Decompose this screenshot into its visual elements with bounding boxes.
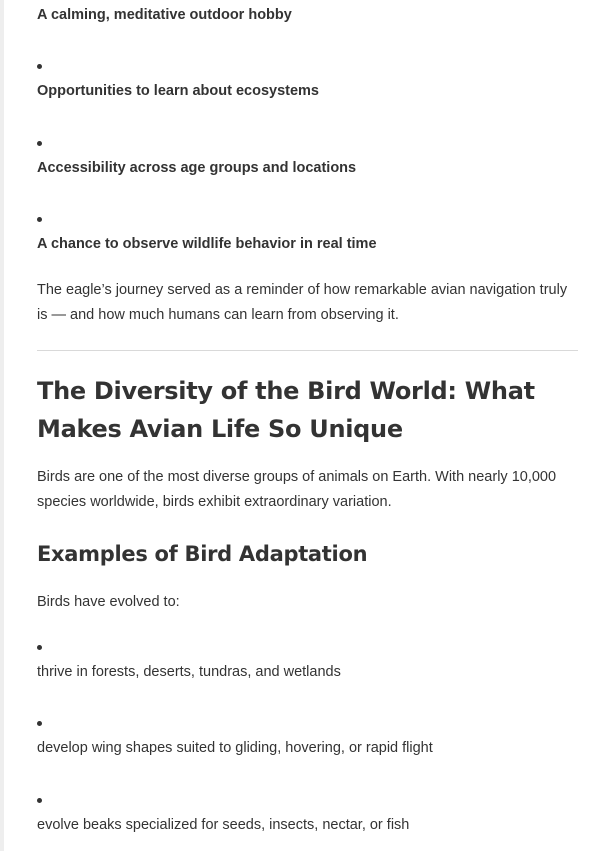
- list-item-adaptation: thrive in forests, deserts, tundras, and wetlands: [37, 664, 341, 680]
- bullet-icon: [37, 645, 42, 650]
- list-item-adaptation: develop wing shapes suited to gliding, hovering, or rapid flight: [37, 740, 433, 756]
- bullet-icon: [37, 798, 42, 803]
- section-divider: [37, 350, 578, 351]
- list-item-benefit: Opportunities to learn about ecosystems: [37, 83, 319, 99]
- list-item-benefit: A calming, meditative outdoor hobby: [37, 7, 292, 23]
- section-intro: Birds are one of the most diverse groups of animals on Earth. With nearly 10,000 species worldwide, birds exhibit extraordinary variation.: [37, 469, 557, 510]
- section-heading: The Diversity of the Bird World: What Makes Avian Life So Unique: [37, 377, 535, 443]
- list-item-benefit: Accessibility across age groups and locations: [37, 160, 357, 176]
- list-item-benefit: A chance to observe wildlife behavior in real time: [37, 236, 377, 252]
- eagle-paragraph: The eagle’s journey served as a reminder of how remarkable avian navigation truly is — and how much humans can learn from observing it.: [37, 282, 568, 323]
- left-border: [0, 0, 4, 851]
- bullet-icon: [37, 217, 42, 222]
- bullet-icon: [37, 64, 42, 69]
- bullet-icon: [37, 721, 42, 726]
- bullet-icon: [37, 141, 42, 146]
- list-item-adaptation: evolve beaks specialized for seeds, insects, nectar, or fish: [37, 817, 410, 833]
- subsection-lead: Birds have evolved to:: [37, 594, 180, 610]
- subsection-heading: Examples of Bird Adaptation: [37, 542, 368, 566]
